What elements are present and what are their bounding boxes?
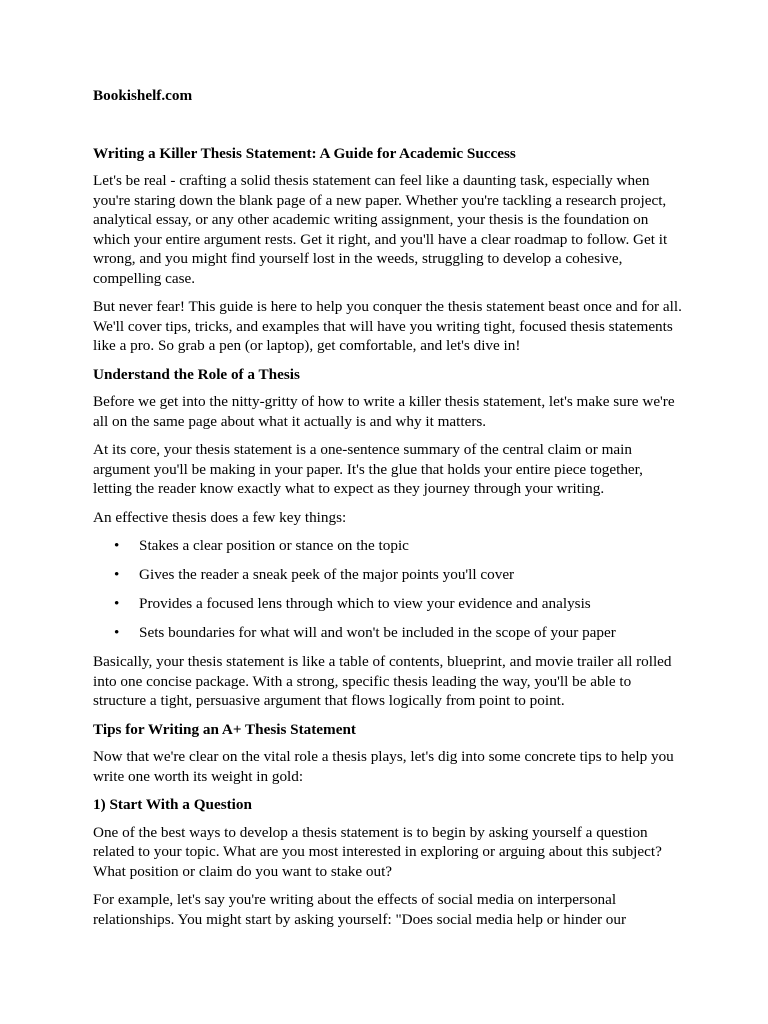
question-paragraph-1: One of the best ways to develop a thesis statement is to begin by asking yourself a question related to your topic. What are you most interested in exploring or arguing about this subject? What position or claim do you want to stake out?	[93, 823, 662, 880]
bullet-icon: •	[114, 566, 120, 583]
question-paragraph-2: For example, let's say you're writing about the effects of social media on interpersonal relationships. You might start by asking yourself: "Does social media help or hinder our	[93, 891, 627, 928]
tips-paragraph: Now that we're clear on the vital role a thesis plays, let's dig into some concrete tips to help you write one worth its weight in gold:	[93, 748, 674, 785]
document-page	[93, 86, 683, 938]
section-heading-tips: Tips for Writing an A+ Thesis Statement	[93, 720, 356, 738]
list-item-text: Provides a focused lens through which to view your evidence and analysis	[139, 595, 591, 612]
list-item-text: Stakes a clear position or stance on the topic	[139, 537, 409, 554]
bullet-icon: •	[114, 595, 120, 612]
section-heading-question: 1) Start With a Question	[93, 796, 252, 813]
site-name: Bookishelf.com	[93, 87, 193, 104]
section-heading-role: Understand the Role of a Thesis	[93, 365, 300, 383]
list-item-text: Gives the reader a sneak peek of the major points you'll cover	[139, 566, 515, 583]
role-closing-paragraph: Basically, your thesis statement is like a table of contents, blueprint, and movie trailer all rolled into one concise package. With a strong, specific thesis leading the way, you'll be able to structure a tight, persuasive argument that flows logically from point to point.	[93, 653, 672, 709]
role-paragraph-3: An effective thesis does a few key things:	[93, 508, 347, 526]
bullet-icon: •	[114, 537, 120, 554]
list-item	[93, 594, 683, 614]
bullet-icon: •	[114, 624, 120, 641]
intro-paragraph-1: Let's be real - crafting a solid thesis statement can feel like a daunting task, especially when you're staring down the blank page of a new paper. Whether you're tackling a research project, analytical essay, or any other academic writing assignment, your thesis is the foundation on which your entire argument rests. Get it right, and you'll have a clear roadmap to follow. Get it wrong, and you might find yourself lost in the weeds, struggling to develop a cohesive, compelling case.	[93, 172, 668, 287]
thesis-bullet-list	[93, 536, 683, 643]
list-item-text: Sets boundaries for what will and won't be included in the scope of your paper	[139, 624, 616, 641]
list-item	[93, 623, 683, 643]
list-item	[93, 565, 683, 585]
list-item	[93, 536, 683, 556]
role-paragraph-2: At its core, your thesis statement is a one-sentence summary of the central claim or main argument you'll be making in your paper. It's the glue that holds your entire piece together, letting the reader know exactly what to expect as they journey through your writing.	[93, 441, 643, 497]
intro-paragraph-2: But never fear! This guide is here to help you conquer the thesis statement beast once and for all. We'll cover tips, tricks, and examples that will have you writing tight, focused thesis statements like a pro. So grab a pen (or laptop), get comfortable, and let's dive in!	[93, 298, 682, 354]
role-paragraph-1: Before we get into the nitty-gritty of how to write a killer thesis statement, let's make sure we're all on the same page about what it actually is and why it matters.	[93, 393, 675, 430]
article-title: Writing a Killer Thesis Statement: A Guide for Academic Success	[93, 144, 516, 162]
